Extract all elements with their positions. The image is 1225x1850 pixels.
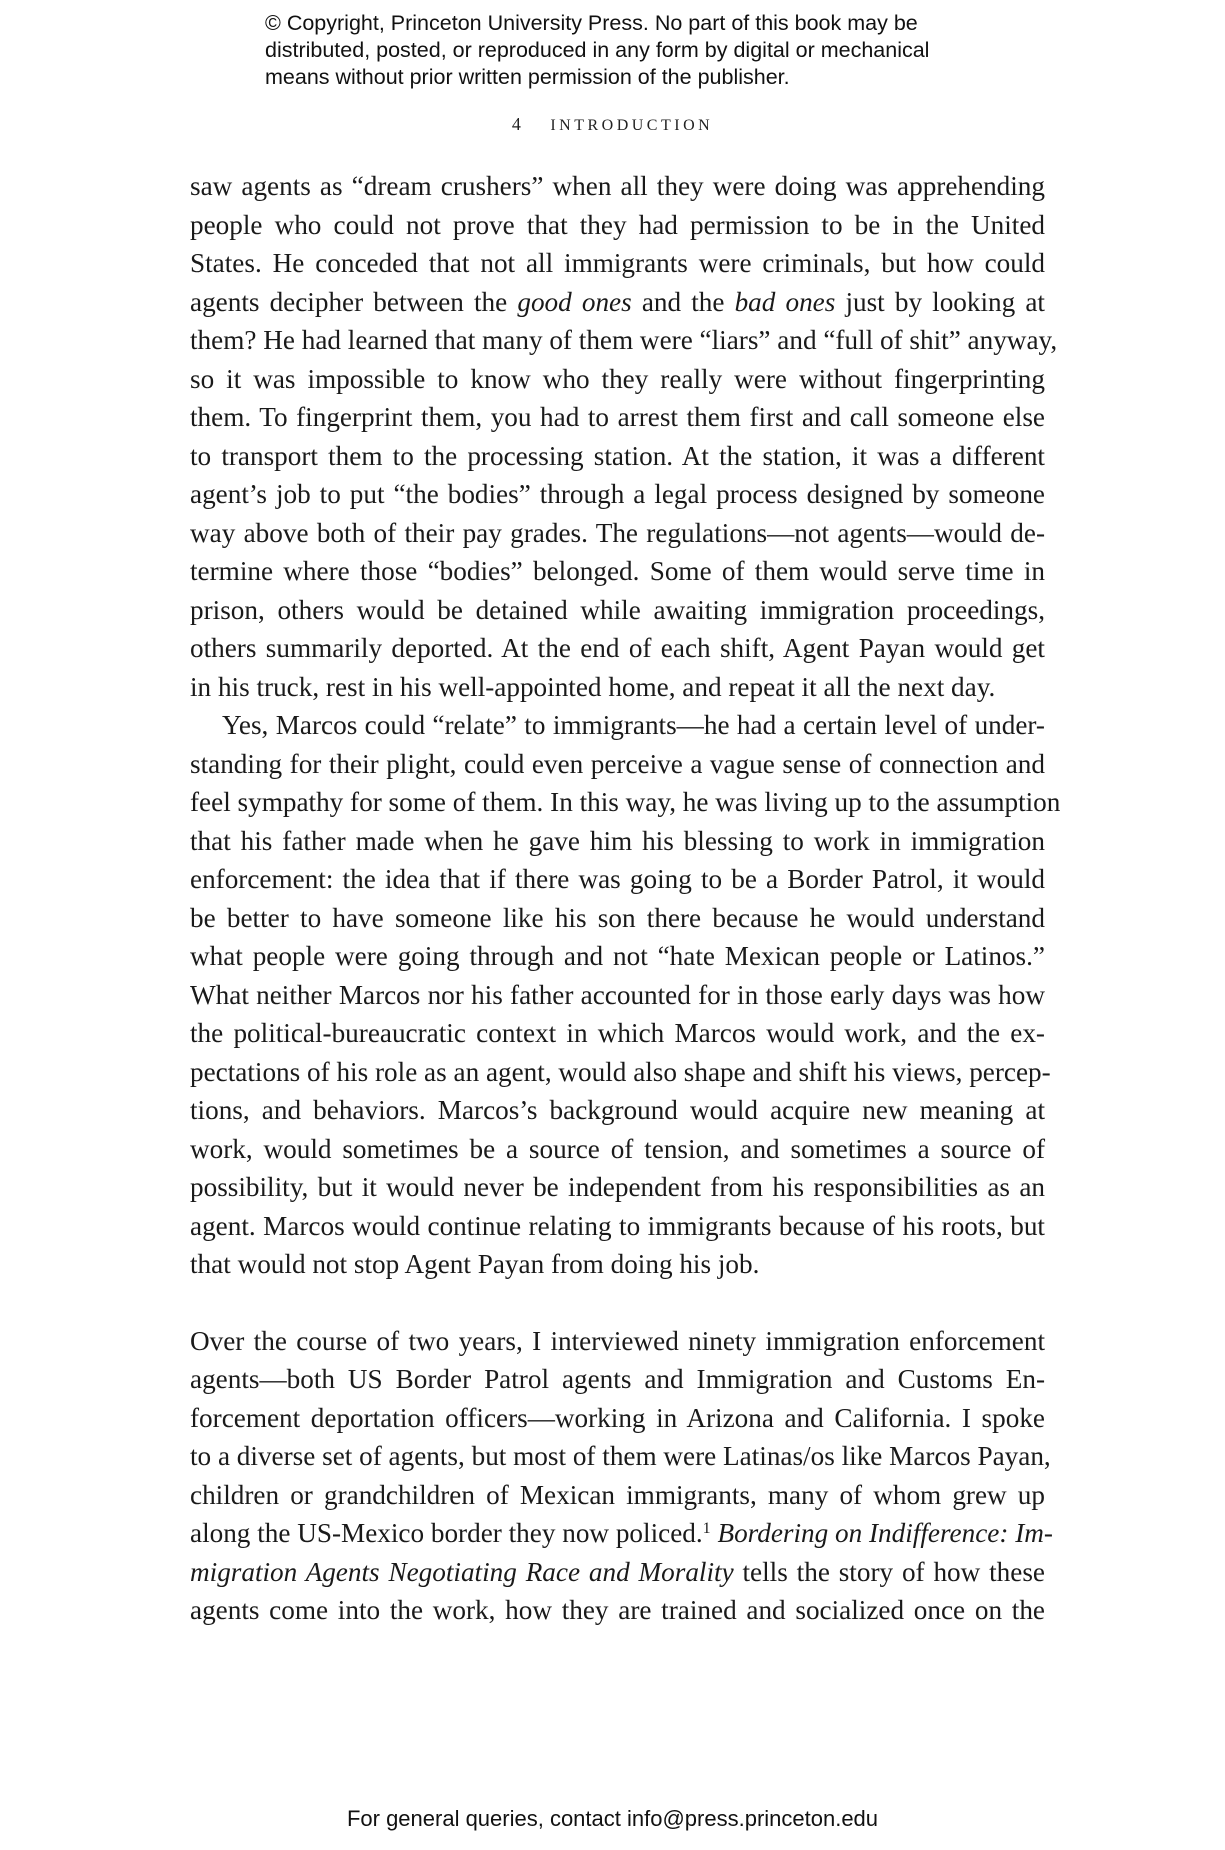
text-line: What neither Marcos nor his father accounted for in those early days was how	[190, 979, 1045, 1010]
section-title: INTRODUCTION	[550, 117, 714, 134]
text-line: what people were going through and not “hate Mexican people or Latinos.”	[190, 941, 1045, 971]
text-line: others summarily deported. At the end of each shift, Agent Payan would get	[190, 633, 1045, 663]
text-line: feel sympathy for some of them. In this way, he was living up to the assumption	[190, 787, 1061, 817]
text-line	[190, 1553, 1045, 1592]
text-line: Over the course of two years, I interviewed ninety immigration enforcement	[190, 1325, 1045, 1356]
text-line: them. To fingerprint them, you had to arrest them first and call someone else	[190, 402, 1045, 432]
text-line: to transport them to the processing station. At the station, it was a different	[190, 440, 1045, 471]
copyright-notice	[265, 10, 985, 91]
text-line: termine where those “bodies” belonged. Some of them would serve time in	[190, 556, 1045, 586]
text-segment: tells the story of how these	[733, 1556, 1045, 1587]
text-segment: along the US-Mexico border they now policed.	[190, 1518, 703, 1548]
text-line: forcement deportation officers—working in Arizona and California. I spoke	[190, 1402, 1045, 1433]
text-line: be better to have someone like his son there because he would understand	[190, 902, 1045, 933]
text-line: agent’s job to put “the bodies” through a legal process designed by someone	[190, 479, 1045, 509]
emphasis-good-ones: good ones	[517, 286, 632, 317]
text-line	[190, 283, 1045, 322]
text-line: work, would sometimes be a source of tension, and sometimes a source of	[190, 1133, 1045, 1164]
text-line: enforcement: the idea that if there was going to be a Border Patrol, it would	[190, 864, 1045, 894]
text-line: tions, and behaviors. Marcos’s background would acquire new meaning at	[190, 1095, 1045, 1125]
text-line: agent. Marcos would continue relating to immigrants because of his roots, but	[190, 1210, 1045, 1241]
copyright-line: © Copyright, Princeton University Press. No part of this book may be	[265, 11, 918, 35]
text-line: to a diverse set of agents, but most of them were Latinas/os like Marcos Payan,	[190, 1441, 1051, 1471]
text-line	[190, 1514, 1053, 1553]
text-line: prison, others would be detained while awaiting immigration proceedings,	[190, 594, 1045, 625]
text-line: people who could not prove that they had permission to be in the United	[190, 209, 1045, 240]
footer-contact: For general queries, contact info@press.princeton.edu	[346, 1806, 879, 1831]
text-line: States. He conceded that not all immigrants were criminals, but how could	[190, 248, 1045, 278]
text-segment: and the	[631, 286, 735, 317]
text-line: them? He had learned that many of them were “liars” and “full of shit” anyway,	[190, 325, 1058, 355]
text-line: way above both of their pay grades. The regulations—not agents—would de-	[190, 517, 1045, 548]
text-line: standing for their plight, could even perceive a vague sense of connection and	[190, 748, 1045, 779]
page-number: 4	[511, 114, 521, 134]
text-line: children or grandchildren of Mexican immigrants, many of whom grew up	[190, 1479, 1045, 1510]
text-line: the political-bureaucratic context in which Marcos would work, and the ex-	[190, 1018, 1045, 1048]
text-line: saw agents as “dream crushers” when all they were doing was apprehending	[190, 171, 1045, 201]
text-line: agents—both US Border Patrol agents and Immigration and Customs En-	[190, 1364, 1045, 1394]
footnote-reference[interactable]: 1	[702, 1520, 711, 1537]
text-line: in his truck, rest in his well-appointed home, and repeat it all the next day.	[190, 671, 996, 702]
paragraph-2	[190, 706, 1061, 1284]
text-segment: agents decipher between the	[190, 286, 518, 317]
section-break	[190, 1284, 1045, 1322]
text-line: that would not stop Agent Payan from doing his job.	[190, 1249, 760, 1279]
copyright-line: distributed, posted, or reproduced in any form by digital or mechanical	[265, 38, 930, 62]
paragraph-3	[190, 1322, 1053, 1630]
text-line: Yes, Marcos could “relate” to immigrants—he had a certain level of under-	[222, 710, 1045, 740]
text-line: so it was impossible to know who they really were without fingerprinting	[190, 363, 1045, 394]
book-title-italic: Bordering on Indifference: Im-	[710, 1518, 1053, 1548]
copyright-line: means without prior written permission of the publisher.	[265, 65, 790, 89]
text-line: possibility, but it would never be independent from his responsibilities as an	[190, 1172, 1045, 1202]
text-line: that his father made when he gave him his blessing to work in immigration	[190, 825, 1045, 856]
book-title-italic: migration Agents Negotiating Race and Morality	[190, 1556, 734, 1587]
body-text	[190, 167, 1061, 1630]
text-segment: just by looking at	[835, 286, 1045, 317]
emphasis-bad-ones: bad ones	[734, 286, 836, 317]
paragraph-1	[190, 167, 1058, 706]
running-head	[0, 114, 1225, 135]
text-line: pectations of his role as an agent, would also shape and shift his views, percep-	[190, 1056, 1051, 1087]
text-line: agents come into the work, how they are trained and socialized once on the	[190, 1595, 1045, 1625]
